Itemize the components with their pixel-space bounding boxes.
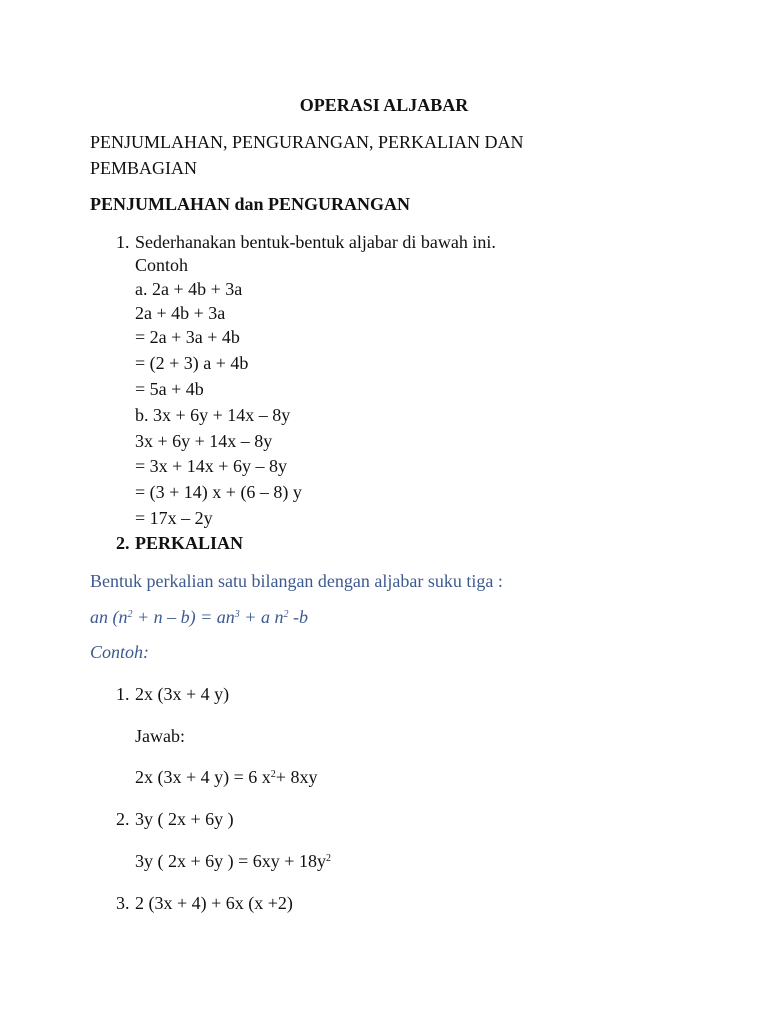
example-problem-2: 3y ( 2x + 6y ) [135,809,234,829]
contoh-label-2: Contoh: [90,642,150,662]
subtitle-line-2: PEMBAGIAN [90,158,198,178]
list-number-1: 1. [116,232,130,252]
equation-line: = (2 + 3) a + 4b [135,353,249,373]
equation-line: 2a + 4b + 3a [135,303,226,323]
equation-line: = 5a + 4b [135,379,204,399]
example-answer-1: 2x (3x + 4 y) = 6 $x^2+ 8xy$ [135,767,318,787]
page-title: OPERASI ALJABAR [299,95,469,115]
example-answer-2: 3y ( 2x + 6y ) = $6xy + 18y^2$ [135,851,331,871]
section-heading-penjumlahan: PENJUMLAHAN dan PENGURANGAN [90,194,411,214]
example-problem-3: 2 (3x + 4) + 6x (x +2) [135,893,293,913]
list-number-2: 2. [116,533,130,553]
list-item-1-text: Sederhanakan bentuk-bentuk aljabar di bawah ini. [135,232,496,252]
equation-line: a. 2a + 4b + 3a [135,279,243,299]
section-heading-perkalian: PERKALIAN [135,533,244,553]
perkalian-intro: Bentuk perkalian satu bilangan dengan aljabar suku tiga : [90,571,503,591]
equation-line: b. 3x + 6y + 14x – 8y [135,405,291,425]
equation-line: = 3x + 14x + 6y – 8y [135,456,287,476]
equation-line: = (3 + 14) x + (6 – 8) y [135,482,302,502]
perkalian-formula: an $(n^2 + n - b) = an^3 + a$ $n^2$ -b [90,607,308,627]
example-number-1: 1. [116,684,130,704]
jawab-label: Jawab: [135,726,185,746]
equation-line: = 17x – 2y [135,508,213,528]
equation-line: 3x + 6y + 14x – 8y [135,431,273,451]
contoh-label-1: Contoh [135,255,189,275]
equation-line: = 2a + 3a + 4b [135,327,240,347]
example-number-3: 3. [116,893,130,913]
example-problem-1: 2x (3x + 4 y) [135,684,230,704]
example-number-2: 2. [116,809,130,829]
subtitle-line-1: PENJUMLAHAN, PENGURANGAN, PERKALIAN DAN [90,132,524,152]
